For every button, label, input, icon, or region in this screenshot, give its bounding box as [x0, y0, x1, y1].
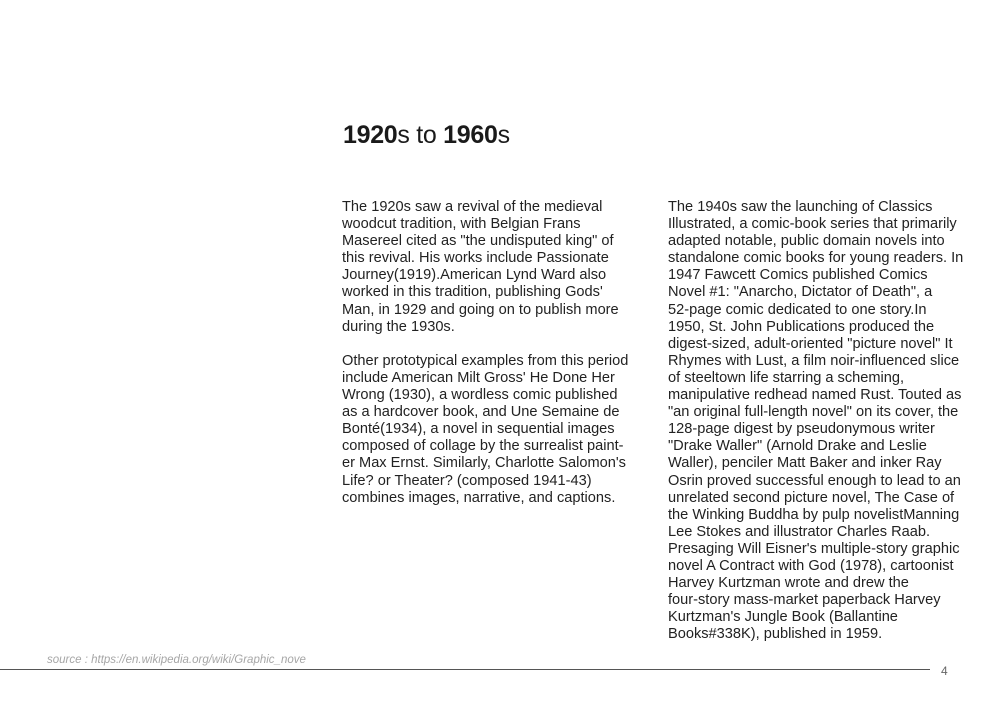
text-line: "Drake Waller" (Arnold Drake and Leslie: [668, 438, 927, 455]
text-line: Presaging Will Eisner's multiple-story graphic: [668, 540, 960, 557]
text-line: Waller), penciler Matt Baker and inker Ray: [668, 455, 942, 472]
right-text-column: [668, 199, 968, 643]
paragraph-prototypical-examples: [342, 353, 632, 507]
text-line: four-story mass-market paperback Harvey: [668, 592, 941, 609]
text-line: novel A Contract with God (1978), cartoonist: [668, 557, 954, 574]
source-citation: source : https://en.wikipedia.org/wiki/Graphic_nove: [47, 654, 306, 666]
footer-divider: [0, 669, 930, 670]
text-line: worked in this tradition, publishing Gods': [342, 284, 603, 301]
title-end-year: 1960: [443, 121, 498, 149]
text-line: manipulative redhead named Rust. Touted as: [668, 387, 962, 404]
text-line: The 1940s saw the launching of Classics: [668, 199, 933, 215]
text-line: this revival. His works include Passionate: [342, 250, 609, 267]
text-line: during the 1930s.: [342, 318, 455, 335]
text-line: standalone comic books for young readers. In: [668, 250, 964, 267]
page-number: 4: [941, 664, 948, 678]
text-line: adapted notable, public domain novels into: [668, 233, 945, 250]
text-line: include American Milt Gross' He Done Her: [342, 369, 615, 386]
page-title: [343, 121, 510, 150]
paragraph-1920s-woodcut: [342, 199, 632, 336]
text-line: 1947 Fawcett Comics published Comics: [668, 267, 928, 284]
text-line: Man, in 1929 and going on to publish more: [342, 301, 619, 318]
text-line: Harvey Kurtzman wrote and drew the: [668, 575, 909, 592]
text-line: The 1920s saw a revival of the medieval: [342, 199, 603, 215]
text-line: of steeltown life starring a scheming,: [668, 369, 905, 386]
text-line: digest-sized, adult-oriented "picture novel" It: [668, 335, 953, 352]
text-line: Masereel cited as "the undisputed king" of: [342, 233, 614, 250]
text-line: Rhymes with Lust, a film noir-influenced slice: [668, 352, 960, 369]
text-line: Osrin proved successful enough to lead to an: [668, 472, 961, 489]
text-line: Bonté(1934), a novel in sequential images: [342, 421, 615, 438]
paragraph-1940s-classics: [668, 199, 968, 643]
text-line: "an original full-length novel" on its cover, the: [668, 404, 959, 421]
text-line: combines images, narrative, and captions.: [342, 489, 616, 506]
text-line: as a hardcover book, and Une Semaine de: [342, 404, 620, 421]
title-connector: s to: [397, 121, 444, 149]
text-line: Books#338K), published in 1959.: [668, 626, 883, 643]
text-line: 128-page digest by pseudonymous writer: [668, 421, 935, 438]
text-line: 52-page comic dedicated to one story.In: [668, 301, 927, 318]
text-line: Lee Stokes and illustrator Charles Raab.: [668, 523, 931, 540]
text-line: er Max Ernst. Similarly, Charlotte Salomon's: [342, 455, 626, 472]
text-line: Other prototypical examples from this period: [342, 352, 629, 369]
text-line: woodcut tradition, with Belgian Frans: [342, 216, 581, 233]
text-line: composed of collage by the surrealist paint-: [342, 438, 624, 455]
left-text-column: [342, 199, 632, 507]
text-line: Life? or Theater? (composed 1941-43): [342, 472, 592, 489]
title-suffix: s: [497, 121, 510, 149]
text-line: the Winking Buddha by pulp novelistManning: [668, 506, 960, 523]
text-line: Wrong (1930), a wordless comic published: [342, 387, 618, 404]
text-line: Novel #1: "Anarcho, Dictator of Death", a: [668, 284, 933, 301]
text-line: 1950, St. John Publications produced the: [668, 318, 935, 335]
text-line: Kurtzman's Jungle Book (Ballantine: [668, 609, 898, 626]
text-line: Illustrated, a comic-book series that primarily: [668, 216, 957, 233]
title-start-year: 1920: [343, 121, 398, 149]
text-line: unrelated second picture novel, The Case of: [668, 489, 955, 506]
text-line: Journey(1919).American Lynd Ward also: [342, 267, 607, 284]
